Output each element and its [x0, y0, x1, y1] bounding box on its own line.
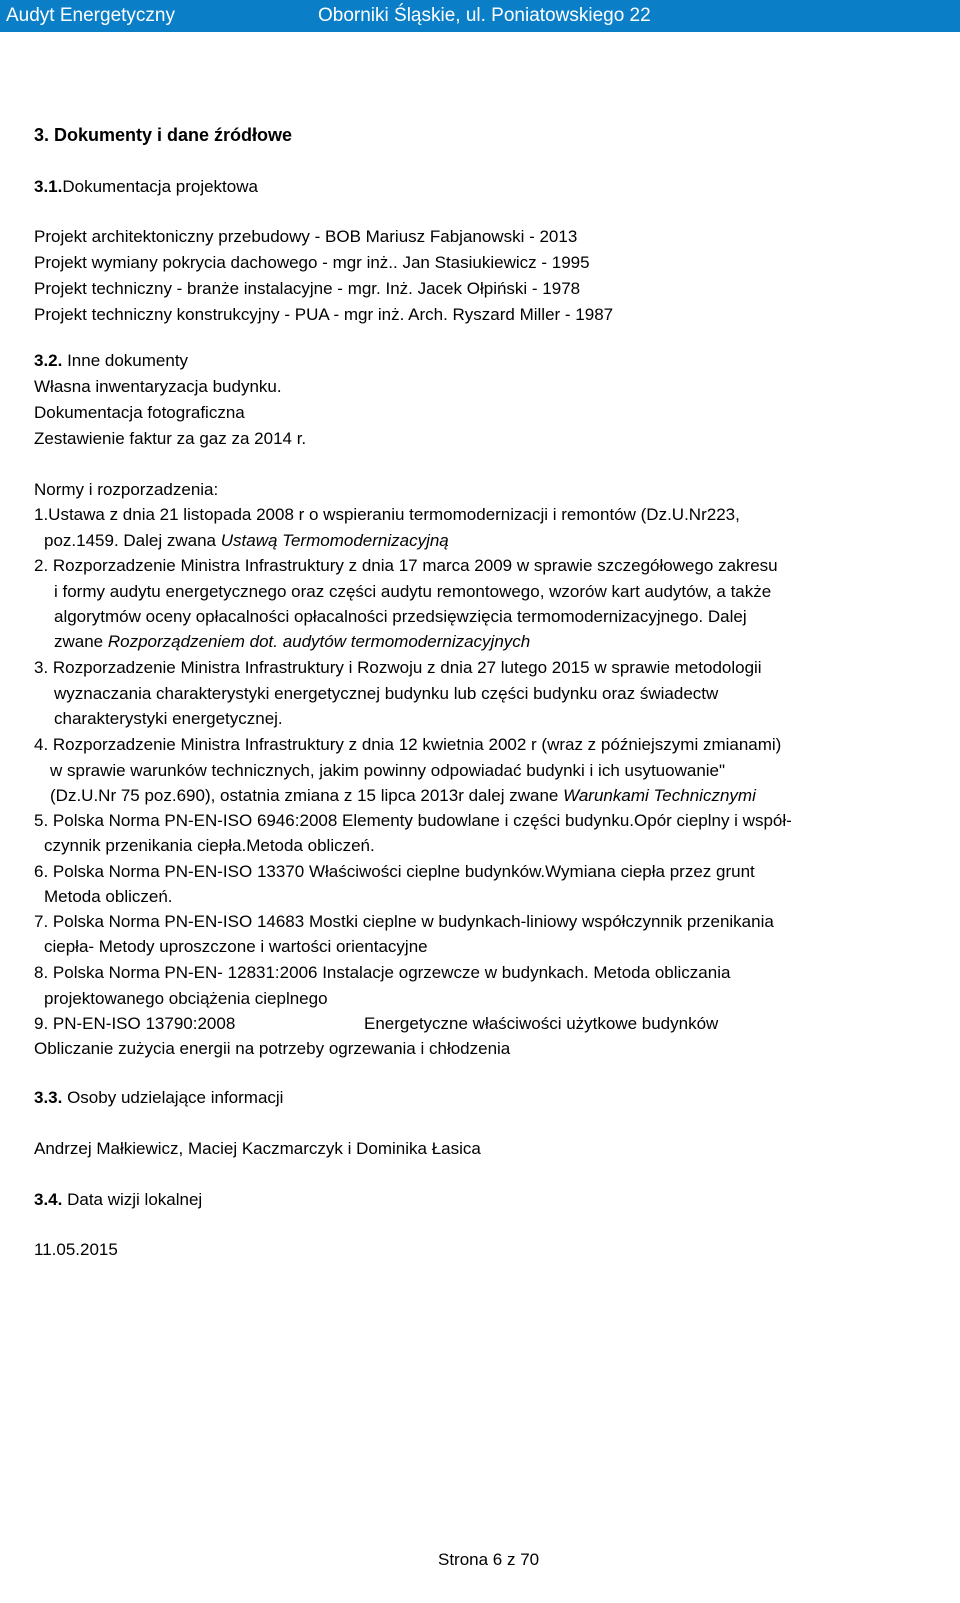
norm-1-line-2: poz.1459. Dalej zwana Ustawą Termomodernizacyjną — [44, 531, 449, 550]
norm-4-line-2: w sprawie warunków technicznych, jakim powinny odpowiadać budynki i ich usytuowanie" — [50, 761, 726, 780]
norm-3-line-3: charakterystyki energetycznej. — [54, 709, 283, 728]
norm-8-line-1: 8. Polska Norma PN-EN- 12831:2006 Instalacje ogrzewcze w budynkach. Metoda obliczania — [34, 963, 731, 982]
norm-6-line-2: Metoda obliczeń. — [44, 887, 173, 906]
project-item: Projekt architektoniczny przebudowy - BOB Mariusz Fabjanowski - 2013 — [34, 227, 578, 246]
project-item: Projekt techniczny konstrukcyjny - PUA - mgr inż. Arch. Ryszard Miller - 1987 — [34, 305, 614, 324]
norm-7-line-1: 7. Polska Norma PN-EN-ISO 14683 Mostki cieplne w budynkach-liniowy współczynnik przenikania — [34, 912, 774, 931]
norm-2-line-2: i formy audytu energetycznego oraz części audytu remontowego, wzorów kart audytów, a także — [54, 582, 772, 601]
section-3-1-title: 3.1.Dokumentacja projektowa — [34, 177, 258, 196]
norm-3-line-1: 3. Rozporzadzenie Ministra Infrastruktury i Rozwoju z dnia 27 lutego 2015 w sprawie metodologii — [34, 658, 762, 677]
page-header — [0, 0, 960, 32]
norm-4-line-1: 4. Rozporzadzenie Ministra Infrastruktury z dnia 12 kwietnia 2002 r (wraz z późniejszymi zmianami) — [34, 735, 782, 754]
other-doc-item: Dokumentacja fotograficzna — [34, 403, 245, 422]
section-3-4-title: 3.4. Data wizji lokalnej — [34, 1190, 203, 1209]
project-item: Projekt wymiany pokrycia dachowego - mgr inż.. Jan Stasiukiewicz - 1995 — [34, 253, 590, 272]
header-right-text: Oborniki Śląskie, ul. Poniatowskiego 22 — [318, 5, 651, 26]
norm-2-line-4: zwane Rozporządzeniem dot. audytów termomodernizacyjnych — [54, 632, 531, 651]
norm-9-number: 9. PN-EN-ISO 13790:2008 — [34, 1014, 236, 1033]
norm-3-line-2: wyznaczania charakterystyki energetycznej budynku lub części budynku oraz świadectw — [54, 684, 719, 703]
norm-2-line-1: 2. Rozporzadzenie Ministra Infrastruktury z dnia 17 marca 2009 w sprawie szczegółowego zakresu — [34, 556, 778, 575]
norm-2-line-3: algorytmów oceny opłacalności opłacalności przedsięwzięcia termomodernizacyjnego. Dalej — [54, 607, 747, 626]
norm-7-line-2: ciepła- Metody uproszczone i wartości orientacyjne — [44, 937, 428, 956]
norm-9-line-2: Obliczanie zużycia energii na potrzeby ogrzewania i chłodzenia — [34, 1039, 511, 1058]
norm-1-line-1: 1.Ustawa z dnia 21 listopada 2008 r o wspieraniu termomodernizacji i remontów (Dz.U.Nr223, — [34, 505, 740, 524]
norm-4-line-3: (Dz.U.Nr 75 poz.690), ostatnia zmiana z 15 lipca 2013r dalej zwane Warunkami Technicznymi — [50, 786, 756, 805]
informant-persons: Andrzej Małkiewicz, Maciej Kaczmarczyk i Dominika Łasica — [34, 1139, 481, 1158]
inspection-date: 11.05.2015 — [34, 1240, 118, 1259]
norm-9-title: Energetyczne właściwości użytkowe budynków — [364, 1014, 719, 1033]
project-item: Projekt techniczny - branże instalacyjne - mgr. Inż. Jacek Ołpiński - 1978 — [34, 279, 581, 298]
page-number: Strona 6 z 70 — [438, 1550, 540, 1569]
other-doc-item: Własna inwentaryzacja budynku. — [34, 377, 282, 396]
norm-6-line-1: 6. Polska Norma PN-EN-ISO 13370 Właściwości cieplne budynków.Wymiana ciepła przez grunt — [34, 862, 755, 881]
section-3-title: 3. Dokumenty i dane źródłowe — [34, 125, 293, 145]
section-3-2-title: 3.2. Inne dokumenty — [34, 351, 189, 370]
section-3-3-title: 3.3. Osoby udzielające informacji — [34, 1088, 284, 1107]
norm-5-line-1: 5. Polska Norma PN-EN-ISO 6946:2008 Elementy budowlane i części budynku.Opór cieplny i współ- — [34, 811, 792, 830]
norm-5-line-2: czynnik przenikania ciepła.Metoda obliczeń. — [44, 836, 375, 855]
norms-title: Normy i rozporzadzenia: — [34, 480, 219, 499]
norm-8-line-2: projektowanego obciążenia cieplnego — [44, 989, 328, 1008]
header-left-text: Audyt Energetyczny — [6, 5, 175, 26]
other-doc-item: Zestawienie faktur za gaz za 2014 r. — [34, 429, 307, 448]
